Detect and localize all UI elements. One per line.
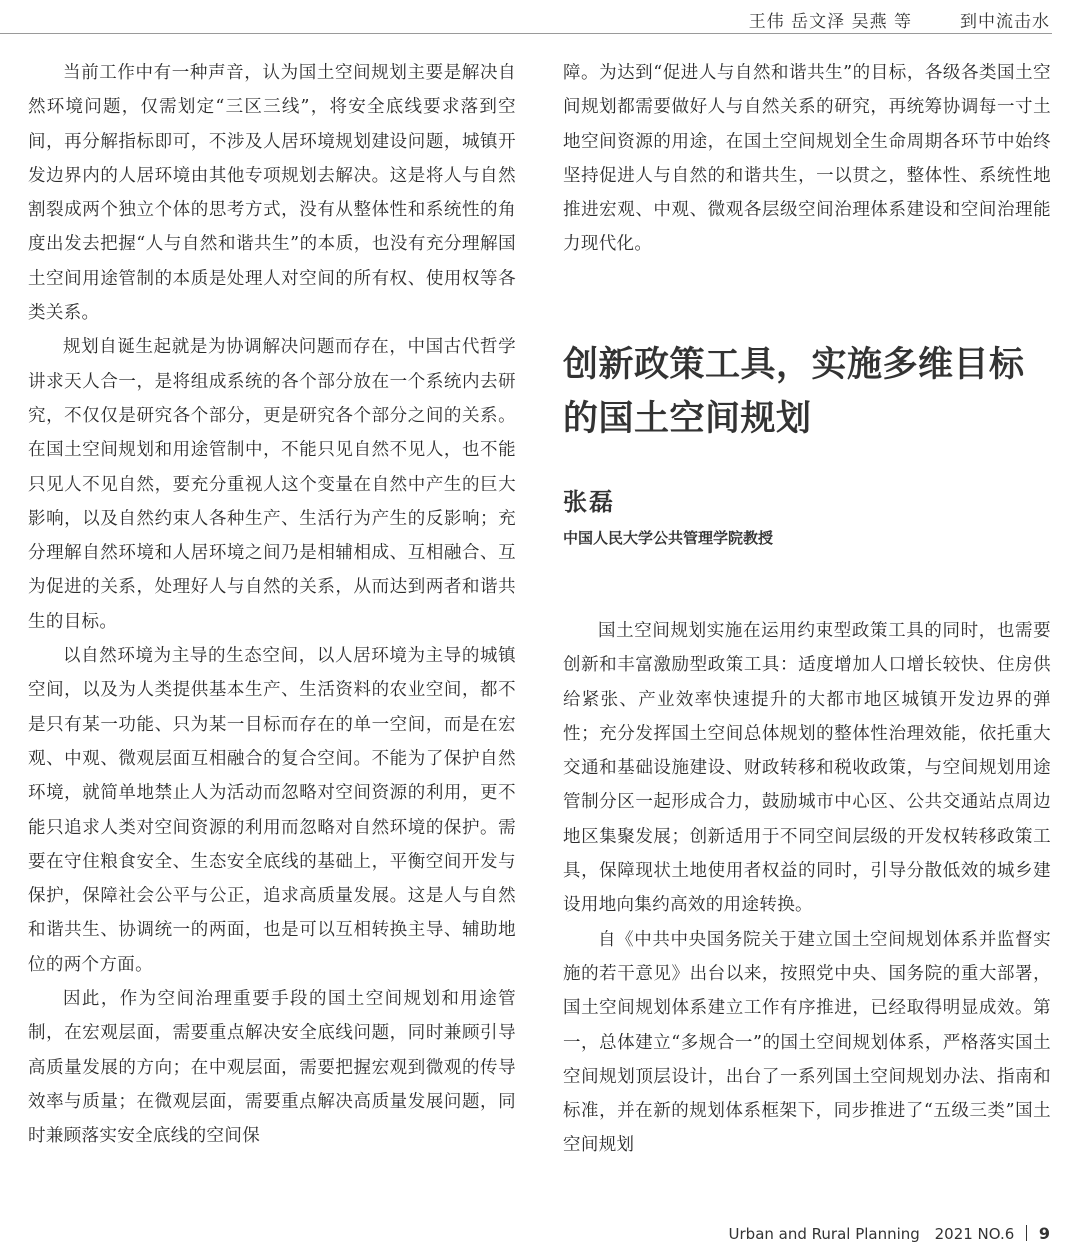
page-number: 9 bbox=[1038, 1224, 1050, 1243]
left-column bbox=[28, 56, 516, 1154]
journal-name: Urban and Rural Planning bbox=[728, 1225, 920, 1243]
body-paragraph: 自《中共中央国务院关于建立国土空间规划体系并监督实施的若干意见》出台以来，按照党中央、国务院的重大部署，国土空间规划体系建立工作有序推进，已经取得明显成效。第一，总体建立“多规合一”的国土空间规划体系，严格落实国土空间规划顶层设计，出台了一系列国土空间规划办法、指南和标准，并在新的规划体系框架下，同步推进了“五级三类”国土空间规划 bbox=[563, 929, 1051, 1156]
author-affiliation: 中国人民大学公共管理学院教授 bbox=[563, 529, 774, 547]
body-paragraph: 以自然环境为主导的生态空间，以人居环境为主导的城镇空间，以及为人类提供基本生产、生活资料的农业空间，都不是只有某一功能、只为某一目标而存在的单一空间，而是在宏观、中观、微观层面互相融合的复合空间。不能为了保护自然环境，就简单地禁止人为活动而忽略对空间资源的利用，更不能只追求人类对空间资源的利用而忽略对自然环境的保护。需要在守住粮食安全、生态安全底线的基础上，平衡空间开发与保护，保障社会公平与公正，追求高质量发展。这是人与自然和谐共生、协调统一的两面，也是可以互相转换主导、辅助地位的两个方面。 bbox=[28, 646, 516, 975]
body-paragraph: 当前工作中有一种声音，认为国土空间规划主要是解决自然环境问题，仅需划定“三区三线”，将安全底线要求落到空间，再分解指标即可，不涉及人居环境规划建设问题，城镇开发边界内的人居环境由其他专项规划去解决。这是将人与自然割裂成两个独立个体的思考方式，没有从整体性和系统性的角度出发去把握“人与自然和谐共生”的本质，也没有充分理解国土空间用途管制的本质是处理人对空间的所有权、使用权等各类关系。 bbox=[28, 63, 516, 324]
body-paragraph-continued: 障。为达到“促进人与自然和谐共生”的目标，各级各类国土空间规划都需要做好人与自然关系的研究，再统筹协调每一寸土地空间资源的用途，在国土空间规划全生命周期各环节中始终坚持促进人与自然的和谐共生，一以贯之，整体性、系统性地推进宏观、中观、微观各层级空间治理体系建设和空间治理能力现代化。 bbox=[563, 63, 1051, 255]
article-title: 创新政策工具，实施多维目标的国土空间规划 bbox=[563, 345, 1025, 439]
right-column-top bbox=[563, 56, 1051, 262]
author-name: 张磊 bbox=[563, 488, 615, 516]
footer-divider bbox=[1026, 1225, 1027, 1241]
header-divider bbox=[0, 33, 1052, 34]
issue-number: 2021 NO.6 bbox=[934, 1225, 1015, 1243]
body-paragraph: 因此，作为空间治理重要手段的国土空间规划和用途管制，在宏观层面，需要重点解决安全底线问题，同时兼顾引导高质量发展的方向；在中观层面，需要把握宏观到微观的传导效率与质量；在微观层面，需要重点解决高质量发展问题，同时兼顾落实安全底线的空间保 bbox=[28, 989, 516, 1147]
right-column-bottom bbox=[563, 614, 1051, 1163]
running-header bbox=[0, 0, 1080, 34]
body-paragraph: 国土空间规划实施在运用约束型政策工具的同时，也需要创新和丰富激励型政策工具：适度增加人口增长较快、住房供给紧张、产业效率快速提升的大都市地区城镇开发边界的弹性；充分发挥国土空间总体规划的整体性治理效能，依托重大交通和基础设施建设、财政转移和税收政策，与空间规划用途管制分区一起形成合力，鼓励城市中心区、公共交通站点周边地区集聚发展；创新适用于不同空间层级的开发权转移政策工具，保障现状土地使用者权益的同时，引导分散低效的城乡建设用地向集约高效的用途转换。 bbox=[563, 621, 1051, 916]
body-paragraph: 规划自诞生起就是为协调解决问题而存在，中国古代哲学讲求天人合一，是将组成系统的各个部分放在一个系统内去研究，不仅仅是研究各个部分，更是研究各个部分之间的关系。在国土空间规划和用途管制中，不能只见自然不见人，也不能只见人不见自然，要充分重视人这个变量在自然中产生的巨大影响，以及自然约束人各种生产、生活行为产生的反影响；充分理解自然环境和人居环境之间乃是相辅相成、互相融合、互为促进的关系，处理好人与自然的关系，从而达到两者和谐共生的目标。 bbox=[28, 337, 516, 632]
page-footer bbox=[729, 1224, 1050, 1243]
header-authors: 王伟 岳文泽 吴燕 等 bbox=[748, 12, 912, 32]
header-section-title: 到中流击水 bbox=[960, 12, 1050, 32]
